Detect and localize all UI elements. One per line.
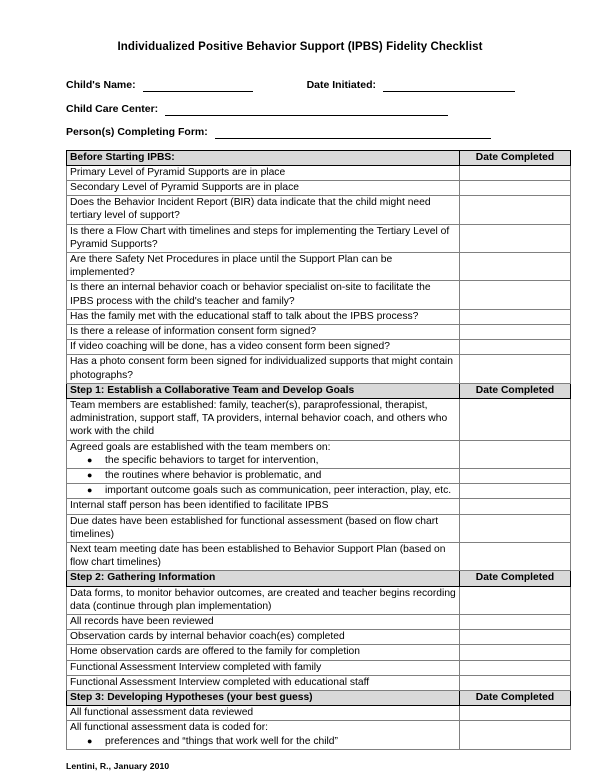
date-completed-cell[interactable] [460,196,571,224]
checklist-row [67,398,571,440]
form-fields [0,79,600,139]
checklist-bullet-text: the specific behaviors to target for intervention, [105,454,319,466]
checklist-item [67,281,460,309]
section-header-row [67,383,571,398]
section-heading: Step 2: Gathering Information [67,571,460,586]
checklist-item-text: If video coaching will be done, has a video consent form been signed? [70,341,390,353]
checklist-item [67,645,460,660]
checklist-item [67,468,460,483]
checklist-item-text: All functional assessment data reviewed [70,707,254,719]
fidelity-checklist-table [66,150,571,750]
date-completed-cell[interactable] [460,615,571,630]
checklist-bullet-text: preferences and “things that work well for the child” [105,735,338,747]
checklist-row [67,355,571,383]
checklist-row [67,484,571,499]
form-row-name-date [66,79,556,92]
checklist-item-text: Is there a Flow Chart with timelines and steps for implementing the Tertiary Level of Pyramid Supports? [70,225,450,250]
date-completed-header: Date Completed [460,383,571,398]
date-completed-cell[interactable] [460,586,571,614]
section-header-row [67,150,571,165]
date-completed-header: Date Completed [460,571,571,586]
checklist-item [67,180,460,195]
child-care-center-input[interactable] [165,104,448,116]
checklist-item-text: All records have been reviewed [70,616,214,627]
checklist-item-text: Has the family met with the educational staff to talk about the IPBS process? [70,310,419,322]
footer-citation: Lentini, R., January 2010 [66,760,170,771]
date-completed-cell[interactable] [460,721,571,749]
checklist-row [67,675,571,690]
checklist-item-text: Functional Assessment Interview completed with family [70,661,322,673]
checklist-item [67,586,460,614]
section-heading: Step 1: Establish a Collaborative Team and Develop Goals [67,383,460,398]
date-completed-cell[interactable] [460,660,571,675]
checklist-item-text: Has a photo consent form been signed for individualized supports that might contain photographs? [70,356,453,381]
date-completed-cell[interactable] [460,252,571,280]
date-completed-cell[interactable] [460,468,571,483]
checklist-item [67,615,460,630]
checklist-item-text: Does the Behavior Incident Report (BIR) data indicate that the child might need tertiary level of support? [70,197,431,222]
page-title: Individualized Positive Behavior Support (IPBS) Fidelity Checklist [117,41,483,53]
bullet-icon: ● [87,454,93,465]
checklist-row [67,645,571,660]
checklist-item [67,721,460,749]
bullet-icon: ● [87,469,93,480]
checklist-item [67,224,460,252]
checklist-item [67,398,460,440]
checklist-row [67,499,571,514]
checklist-item [67,252,460,280]
checklist-row [67,440,571,468]
section-heading: Step 3: Developing Hypotheses (your best guess) [67,691,460,706]
checklist-item-text: Internal staff person has been identified to facilitate IPBS [70,500,329,512]
checklist-bullet-line [70,484,456,497]
checklist-item [67,484,460,499]
date-completed-cell[interactable] [460,165,571,180]
checklist-item-text: Primary Level of Pyramid Supports are in place [70,166,286,178]
checklist-bullet-text: important outcome goals such as communication, peer interaction, play, etc. [105,485,452,497]
checklist-item-text: Agreed goals are established with the team members on: [70,441,331,453]
checklist-row [67,180,571,195]
checklist-item [67,499,460,514]
checklist-item [67,660,460,675]
date-completed-cell[interactable] [460,542,571,570]
date-completed-header: Date Completed [460,150,571,165]
checklist-row [67,514,571,542]
date-completed-cell[interactable] [460,675,571,690]
date-completed-cell[interactable] [460,706,571,721]
checklist-row [67,281,571,309]
date-completed-cell[interactable] [460,514,571,542]
checklist-item [67,309,460,324]
checklist-row [67,706,571,721]
date-initiated-label: Date Initiated: [306,79,377,91]
checklist-item [67,165,460,180]
checklist-item-text: Is there a release of information consent form signed? [70,325,317,337]
checklist-bullet-line [70,735,456,748]
checklist-item-text: Functional Assessment Interview completed with educational staff [70,676,370,688]
childs-name-input[interactable] [143,80,253,92]
date-completed-cell[interactable] [460,309,571,324]
checklist-item-text: Next team meeting date has been established to Behavior Support Plan (based on flow chart timelines) [70,543,446,569]
date-completed-cell[interactable] [460,180,571,195]
checklist-row [67,630,571,645]
date-completed-cell[interactable] [460,499,571,514]
checklist-row [67,721,571,749]
form-row-center [66,103,556,116]
checklist-item [67,340,460,355]
date-completed-cell[interactable] [460,324,571,339]
checklist-body [67,150,571,749]
checklist-item-text: Is there an internal behavior coach or behavior specialist on-site to facilitate the IPBS process with the child's teacher and family? [70,282,431,307]
checklist-item-text: Due dates have been established for functional assessment (based on flow chart timelines) [70,515,439,540]
date-completed-cell[interactable] [460,645,571,660]
checklist-item-text: Secondary Level of Pyramid Supports are in place [70,181,299,193]
date-completed-cell[interactable] [460,340,571,355]
checklist-row [67,224,571,252]
date-completed-cell[interactable] [460,440,571,468]
checklist-item-text: Observation cards by internal behavior coach(es) completed [70,631,345,643]
checklist-item-text: All functional assessment data is coded for: [70,722,269,734]
persons-completing-form-input[interactable] [215,127,491,139]
child-care-center-label: Child Care Center: [66,102,159,115]
checklist-item [67,675,460,690]
checklist-item [67,324,460,339]
date-completed-header: Date Completed [460,691,571,706]
checklist-row [67,196,571,224]
section-heading: Before Starting IPBS: [67,150,460,165]
checklist-bullet-line [70,454,456,467]
checklist-item [67,542,460,570]
date-initiated-input[interactable] [383,80,515,92]
checklist-item [67,706,460,721]
date-completed-cell[interactable] [460,224,571,252]
checklist-row [67,586,571,614]
checklist-bullet-text: the routines where behavior is problematic, and [105,469,322,481]
checklist-item [67,440,460,468]
checklist-row [67,340,571,355]
checklist-row [67,660,571,675]
checklist-row [67,324,571,339]
checklist-item [67,514,460,542]
bullet-icon: ● [87,485,93,496]
checklist-item-text: Home observation cards are offered to the family for completion [70,646,360,658]
section-header-row [67,691,571,706]
checklist-row [67,615,571,630]
date-completed-cell[interactable] [460,281,571,309]
checklist-item [67,355,460,383]
checklist-row [67,309,571,324]
date-completed-cell[interactable] [460,355,571,383]
section-header-row [67,571,571,586]
checklist-row [67,252,571,280]
bullet-icon: ● [87,735,93,746]
checklist-item-text: Team members are established: family, teacher(s), paraprofessional, therapist, administration, support staff, TA providers, internal behavior coach, and others who work with the child [70,399,448,438]
checklist-item [67,630,460,645]
date-completed-cell[interactable] [460,630,571,645]
form-row-person [66,126,556,139]
date-completed-cell[interactable] [460,484,571,499]
persons-completing-form-label: Person(s) Completing Form: [66,126,208,138]
checklist-bullet-line [70,469,456,482]
checklist-item [67,196,460,224]
checklist-item-text: Are there Safety Net Procedures in place until the Support Plan can be implemented? [70,253,393,279]
checklist-item-text: Data forms, to monitor behavior outcomes, are created and teacher begins recording data (continue through plan implementation) [70,587,456,612]
childs-name-label: Child's Name: [66,79,136,91]
checklist-row [67,542,571,570]
checklist-row [67,468,571,483]
checklist-row [67,165,571,180]
date-completed-cell[interactable] [460,398,571,440]
